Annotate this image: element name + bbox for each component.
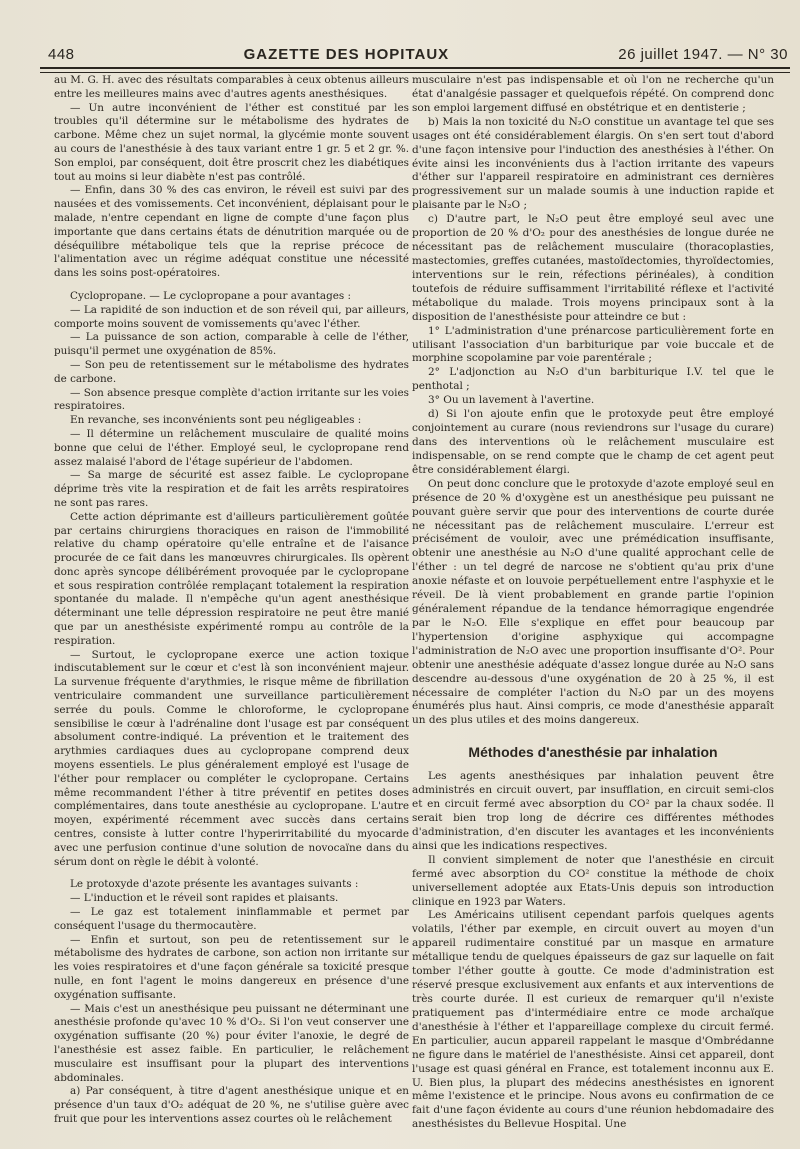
left-column-paragraph: — Mais c'est un anesthésique peu puissant ne déterminant une anesthésie profonde qu'avec 10 % d'O₂. Si l'on veut conserver une oxygénation suffisante (20 %) pour éviter l'anoxie, le degré de l'anesthésie est assez faible. En particulier, le relâchement musculaire est insuffisant pour la plupart des interventions abdominales.: [54, 1002, 409, 1084]
right-column-paragraph: b) Mais la non toxicité du N₂O constitue un avantage tel que ses usages ont été considérablement élargis. On s'en sert tout d'abord d'une façon intensive pour l'induction des anesthésies à l'éther. On évite ainsi les inconvénients dus à l'action irritante des vapeurs d'éther sur l'appareil respiratoire en administrant ces dernières progressivement sur un malade soumis à une induction rapide et plaisante par le N₂O ;: [412, 115, 774, 212]
right-column-paragraph: d) Si l'on ajoute enfin que le protoxyde peut être employé conjointement au curare (nous reviendrons sur l'usage du curare) dans des interventions où le relâchement musculaire est indispensable, on se rend compte que le champ de cet agent peut être considérablement élargi.: [412, 408, 774, 476]
left-column-paragraph: — Enfin et surtout, son peu de retentissement sur le métabolisme des hydrates de carbone, son action non irritante sur les voies respiratoires et d'une façon générale sa toxicité presque nulle, en font l'agent le moins dangereux en présence d'une oxygénation suffisante.: [54, 933, 409, 1001]
left-column: [54, 74, 409, 1127]
left-column-paragraph: — Enfin, dans 30 % des cas environ, le réveil est suivi par des nausées et des vomissements. Cet inconvénient, déplaisant pour le malade, n'entre cependant en ligne de compte d'une façon plus importante que dans certains états de dénutrition marquée ou de déséquilibre métabolique tels que la reprise précoce de l'alimentation avec un régime adéquat constitue une nécessité dans les soins post-opératoires.: [54, 184, 409, 280]
page-header: [48, 44, 788, 64]
left-column-paragraph: a) Par conséquent, à titre d'agent anesthésique unique et en présence d'un taux d'O₂ adéquat de 20 %, ne s'utilise guère avec fruit que pour les interventions assez courtes où le relâchement: [54, 1085, 409, 1125]
section-heading: Méthodes d'anesthésie par inhalation: [468, 744, 718, 761]
right-column-paragraph: 1° L'administration d'une prénarcose particulièrement forte en utilisant l'association d'un barbiturique par voie buccale et de morphine scopolamine par voie parentérale ;: [412, 324, 774, 365]
right-column-paragraph: 3° Ou un lavement à l'avertine.: [428, 394, 595, 407]
left-column-paragraph: au M. G. H. avec des résultats comparables à ceux obtenus ailleurs entre les meilleures mains avec d'autres agents anesthésiques.: [54, 74, 409, 100]
left-column-paragraph: — La puissance de son action, comparable à celle de l'éther, puisqu'il permet une oxygénation de 85%.: [54, 331, 409, 358]
right-column-paragraph: musculaire n'est pas indispensable et où l'on ne recherche qu'un état d'analgésie passager et quelquefois répété. On comprend donc son emploi largement diffusé en obstétrique et en dentisterie ;: [412, 74, 774, 114]
left-column-paragraph: Le protoxyde d'azote présente les avantages suivants :: [70, 878, 359, 891]
right-column-top: [412, 74, 774, 728]
right-column-paragraph: On peut donc conclure que le protoxyde d'azote employé seul en présence de 20 % d'oxygène est un anesthésique peu puissant ne pouvant guère servir que pour des interventions de courte durée ne nécessitant pas de relâchement musculaire. L'erreur est précisément de vouloir, avec une prémédication insuffisante, obtenir une anesthésie au N₂O d'une qualité approchant celle de l'éther : un tel degré de narcose ne s'obtient qu'au prix d'une anoxie néfaste et on louvoie perpétuellement entre l'asphyxie et le réveil. De là vient probablement en grande partie l'opinion généralement répandue de la tendance hémorragique engendrée par le N₂O. Elle s'explique en effet pour beaucoup par l'hypertension d'origine asphyxique qui accompagne l'administration de N₂O avec une proportion insuffisante d'O². Pour obtenir une anesthésie adéquate d'assez longue durée au N₂O sans descendre au-dessous d'une oxygénation de 20 à 25 %, il est nécessaire de compléter l'action du N₂O par un des moyens énumérés plus haut. Ainsi compris, ce mode d'anesthésie apparaît un des plus utiles et des moins dangereux.: [412, 477, 774, 727]
page-number: 448: [48, 45, 75, 63]
left-column-paragraph: En revanche, ses inconvénients sont peu négligeables :: [70, 414, 362, 427]
header-rule: [40, 67, 790, 73]
right-column-paragraph: c) D'autre part, le N₂O peut être employé seul avec une proportion de 20 % d'O₂ pour des anesthésies de longue durée ne nécessitant pas de relâchement musculaire (thoracoplasties, mastectomies, greffes cutanées, mastoïdectomies, thyroïdectomies, interventions sur le rein, réfections périnéales), à condition toutefois de réduire suffisamment l'irritabilité réflexe et l'activité métabolique du malade. Trois moyens principaux sont à la disposition de l'anesthésiste pour atteindre ce but :: [412, 213, 774, 323]
right-column-bottom: [412, 770, 774, 1132]
section-paragraph: Il convient simplement de noter que l'anesthésie en circuit fermé avec absorption du CO² constitue la méthode de choix universellement adoptée aux Etats-Unis depuis son introduction clinique en 1923 par Waters.: [412, 853, 774, 908]
left-column-paragraph: — L'induction et le réveil sont rapides et plaisants.: [70, 892, 339, 905]
left-column-paragraph: — Il détermine un relâchement musculaire de qualité moins bonne que celui de l'éther. Employé seul, le cyclopropane rend assez malaisé l'abord de l'étage supérieur de l'abdomen.: [54, 427, 409, 468]
left-column-paragraph: — Sa marge de sécurité est assez faible. Le cyclopropane déprime très vite la respiration et de fait les arrêts respiratoires ne sont pas rares.: [54, 469, 409, 509]
left-column-paragraph: — Son peu de retentissement sur le métabolisme des hydrates de carbone.: [54, 358, 409, 385]
left-column-paragraph: Cyclopropane. — Le cyclopropane a pour avantages :: [70, 289, 352, 302]
right-column-paragraph: 2° L'adjonction au N₂O d'un barbiturique I.V. tel que le penthotal ;: [412, 366, 774, 393]
left-column-paragraph: — Un autre inconvénient de l'éther est constitué par les troubles qu'il détermine sur le métabolisme des hydrates de carbone. Même chez un sujet normal, la glycémie monte souvent au cours de l'anesthésie à des taux variant entre 1 gr. 5 et 2 gr. %. Son emploi, par conséquent, doit être proscrit chez les diabétiques tout au moins si leur diabète n'est pas contrôlé.: [54, 101, 409, 183]
section-paragraph: Les Américains utilisent cependant parfois quelques agents volatils, l'éther par exemple, en circuit ouvert au moyen d'un appareil rudimentaire constitué par un masque en armature métallique tendu de quelques épaisseurs de gaz sur laquelle on fait tomber l'éther goutte à goutte. Ce mode d'administration est réservé presque exclusivement aux enfants et aux interventions de très courte durée. Il est curieux de remarquer qu'il n'existe pratiquement pas d'intermédiaire entre ce mode archaïque d'anesthésie à l'éther et l'appareillage complexe du circuit fermé. En particulier, aucun appareil rappelant le masque d'Ombrédanne ne figure dans le matériel de l'anesthésiste. Ainsi cet appareil, dont l'usage est quasi général en France, est totalement inconnu aux E. U. Bien plus, la plupart des médecins anesthésistes en ignorent même l'existence et le principe. Nous avons eu confirmation de ce fait d'une façon évidente au cours d'une réunion hebdomadaire des anesthésistes du Bellevue Hospital. Une: [412, 909, 774, 1131]
left-column-paragraph: — Le gaz est totalement ininflammable et permet par conséquent l'usage du thermocautère.: [54, 906, 409, 932]
left-column-paragraph: — Surtout, le cyclopropane exerce une action toxique indiscutablement sur le cœur et c'est là son inconvénient majeur. La survenue fréquente d'arythmies, le risque même de fibrillation ventriculaire commandent une surveillance particulièrement serrée du pouls. Comme le chloroforme, le cyclopropane sensibilise le cœur à l'adrénaline dont l'usage est par conséquent absolument contre-indiqué. La prévention et le traitement des arythmies cardiaques dues au cyclopropane comprend deux moyens essentiels. Le plus généralement employé est l'usage de l'éther pour remplacer ou compléter le cyclopropane. Certains même recommandent l'éther à titre préventif en petites doses complémentaires, dans toute anesthésie au cyclopropane. L'autre moyen, expérimenté récemment avec succès dans certains centres, consiste à lutter contre l'hyperirritabilité du myocarde avec une perfusion continue d'une solution de novocaïne dans du sérum dont on règle le débit à volonté.: [54, 648, 409, 868]
section-paragraph: Les agents anesthésiques par inhalation peuvent être administrés en circuit ouvert, par insufflation, en circuit semi-clos et en circuit fermé avec absorption du CO² par la chaux sodée. Il serait bien trop long de décrire ces différentes méthodes d'administration, d'en discuter les avantages et les inconvénients ainsi que les indications respectives.: [412, 770, 774, 852]
left-column-paragraph: — La rapidité de son induction et de son réveil qui, par ailleurs, comporte moins souvent de vomissements qu'avec l'éther.: [54, 303, 409, 330]
left-column-paragraph: Cette action déprimante est d'ailleurs particulièrement goûtée par certains chirurgiens thoraciques en raison de l'immobilité relative du champ opératoire qu'elle entraîne et de l'aisance procurée de ce fait dans les manœuvres chirurgicales. Ils opèrent donc après syncope délibérément provoquée par le cyclopropane et sous respiration contrôlée remplaçant totalement la respiration spontanée du malade. Il n'empêche qu'un agent anesthésique déterminant une telle dépression respiratoire ne peut être manié que par un anesthésiste expérimenté rompu au contrôle de la respiration.: [54, 510, 409, 647]
issue-date: 26 juillet 1947. — N° 30: [618, 45, 788, 63]
left-column-paragraph: — Son absence presque complète d'action irritante sur les voies respiratoires.: [54, 386, 409, 413]
journal-title: GAZETTE DES HOPITAUX: [243, 45, 450, 63]
right-column: [412, 74, 774, 1132]
